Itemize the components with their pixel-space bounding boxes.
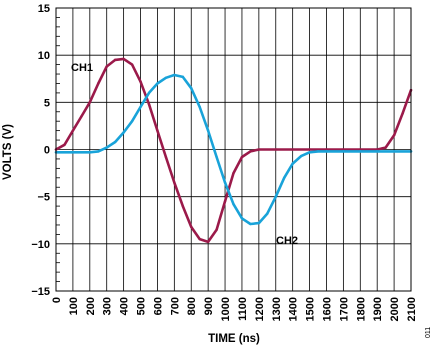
ch2-data-point	[224, 181, 226, 183]
ch1-data-point	[182, 205, 184, 207]
ch1-data-point	[232, 172, 234, 174]
x-axis-title: TIME (ns)	[208, 333, 260, 345]
ch2-data-point	[106, 146, 108, 148]
ch1-series-label: CH1	[71, 62, 94, 74]
ch2-data-point	[97, 150, 99, 152]
ch2-data-point	[275, 195, 277, 197]
ch2-data-point	[249, 223, 251, 225]
ch1-data-point	[89, 101, 91, 103]
ch2-data-point	[207, 129, 209, 131]
x-tick-label: 400	[118, 297, 131, 316]
x-tick-label: 1600	[321, 297, 334, 322]
x-tick-label: 1700	[338, 297, 351, 322]
ch2-data-point	[173, 74, 175, 76]
x-tick-label: 100	[67, 297, 80, 316]
ch2-data-point	[89, 151, 91, 153]
x-tick-label: 1800	[355, 297, 368, 322]
x-tick-label: 2000	[389, 297, 402, 322]
x-tick-label: 1100	[236, 297, 249, 321]
ch2-data-point	[325, 150, 327, 152]
ch2-data-point	[190, 87, 192, 89]
x-tick-label: 1900	[372, 297, 385, 322]
ch2-data-point	[291, 162, 293, 164]
figure-code: 011	[425, 326, 432, 338]
ch2-data-point	[131, 120, 133, 122]
ch2-data-point	[198, 106, 200, 108]
ch2-data-point	[156, 82, 158, 84]
ch1-data-point	[148, 103, 150, 105]
x-tick-label: 2100	[406, 297, 418, 322]
x-tick-label: 600	[152, 297, 165, 316]
ch2-data-point	[148, 92, 150, 94]
ch2-data-point	[317, 150, 319, 152]
ch1-data-point	[190, 226, 192, 228]
ch2-data-point	[308, 151, 310, 153]
ch1-data-point	[401, 112, 403, 114]
ch1-data-point	[215, 228, 217, 230]
ch2-data-point	[300, 155, 302, 157]
ch2-data-point	[232, 203, 234, 205]
ch1-data-point	[308, 148, 310, 150]
x-tick-label: 500	[135, 297, 148, 316]
ch2-data-point	[359, 150, 361, 152]
ch1-data-point	[275, 148, 277, 150]
x-tick-label: 200	[84, 297, 97, 316]
series-layer	[55, 58, 412, 243]
ch2-data-point	[283, 177, 285, 179]
ch1-data-point	[122, 58, 124, 60]
x-tick-label: 700	[169, 297, 182, 316]
ch1-data-point	[393, 134, 395, 136]
y-tick-labels	[31, 3, 50, 298]
y-axis-title: VOLTS (V)	[2, 123, 14, 181]
ch1-data-point	[72, 129, 74, 131]
y-tick-label: 5	[43, 97, 50, 110]
ch2-data-point	[122, 131, 124, 133]
ch1-data-point	[224, 200, 226, 202]
ch2-data-point	[165, 77, 167, 79]
ch1-data-point	[241, 156, 243, 158]
y-tick-label: −15	[31, 286, 50, 298]
ch1-data-point	[80, 115, 82, 117]
ch1-data-point	[97, 82, 99, 84]
x-tick-labels	[51, 297, 418, 321]
ch2-data-point	[241, 217, 243, 219]
ch2-series-label: CH2	[276, 235, 299, 247]
ch1-data-point	[114, 59, 116, 61]
ch1-data-point	[249, 150, 251, 152]
ch1-data-point	[106, 65, 108, 67]
ch1-data-point	[156, 129, 158, 131]
y-tick-label: −5	[37, 191, 50, 204]
ch1-data-point	[198, 238, 200, 240]
x-tick-label: 900	[203, 297, 216, 316]
ch2-data-point	[182, 76, 184, 78]
y-tick-label: 0	[43, 144, 50, 157]
ch2-data-point	[72, 151, 74, 153]
ch1-data-point	[207, 241, 209, 243]
x-tick-label: 800	[186, 297, 199, 316]
ch1-data-point	[139, 80, 141, 82]
y-tick-label: −10	[31, 238, 50, 251]
x-tick-label: 1500	[304, 297, 317, 322]
ch1-data-point	[384, 146, 386, 148]
x-tick-label: 1300	[270, 297, 283, 322]
x-tick-label: 0	[51, 297, 63, 304]
x-tick-label: 1000	[220, 297, 233, 322]
ch2-data-point	[266, 212, 268, 214]
ch2-data-point	[139, 106, 141, 108]
y-tick-label: 15	[37, 3, 50, 15]
ch2-data-point	[114, 141, 116, 143]
ch2-data-point	[342, 150, 344, 152]
y-tick-label: 10	[37, 50, 50, 63]
ch1-data-point	[258, 148, 260, 150]
x-tick-label: 1200	[253, 297, 266, 322]
ch2-data-point	[258, 222, 260, 224]
ch1-data-point	[63, 144, 65, 146]
ch2-data-point	[376, 150, 378, 152]
ch1-data-point	[131, 63, 133, 65]
ch1-data-point	[173, 181, 175, 183]
x-tick-label: 1400	[287, 297, 300, 322]
ch2-data-point	[393, 150, 395, 152]
ch1-data-point	[165, 156, 167, 158]
x-tick-label: 300	[101, 297, 114, 316]
ch2-data-point	[215, 156, 217, 158]
ch1-data-point	[291, 148, 293, 150]
